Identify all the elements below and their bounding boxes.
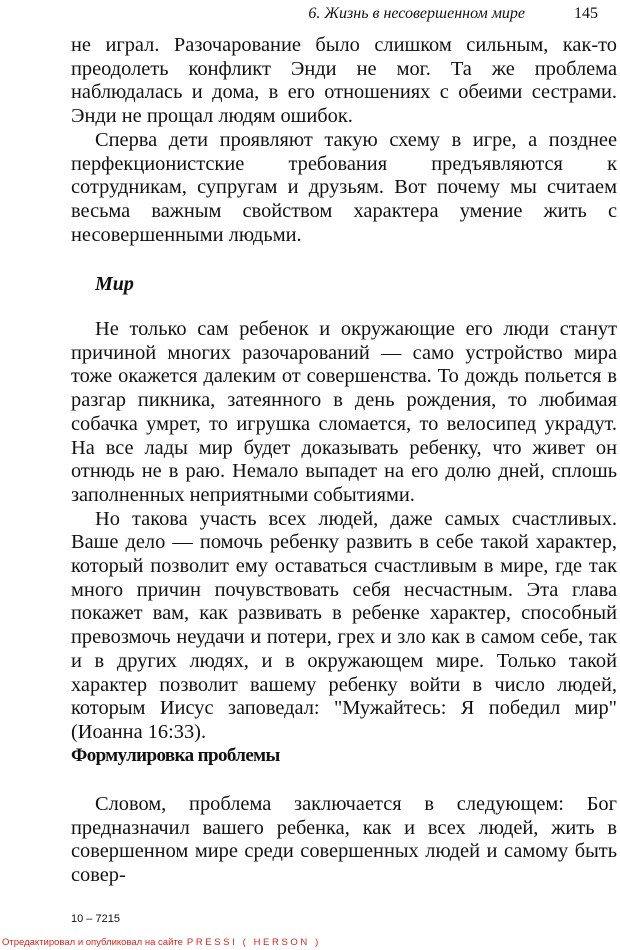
paragraph: не играл. Разочарование было слишком сильным, как-то преодолеть конфликт Энди не мог. Та же проблема наблюдалась и дома, в его отношениях с обеими сестрами. Энди не прощал людям ошибок.	[71, 34, 617, 128]
watermark-text: Отредактировал и опубликовал на сайте	[2, 937, 183, 948]
paragraph: Словом, проблема заключается в следующем: Бог предназначил вашего ребенка, как и всех людей, жить в совершенном мире среди совершенных людей и самому быть совер-	[71, 793, 617, 887]
section-heading-world: Мир	[95, 273, 134, 295]
watermark	[2, 937, 321, 948]
paragraph: Сперва дети проявляют такую схему в игре, а позднее перфекционистские требования предъявляются к сотрудникам, супругам и друзьям. Вот почему мы считаем весьма важным свойством характера умение жить с несовершенными людьми.	[71, 128, 617, 246]
text-block-world	[71, 318, 617, 745]
running-header	[0, 4, 620, 26]
printer-signature: 10 – 7215	[71, 913, 120, 925]
section-heading-problem: Формулировка проблемы	[71, 745, 280, 766]
paragraph: Не только сам ребенок и окружающие его люди станут причиной многих разочарований — само устройство мира тоже окажется далеким от совершенства. То дождь польется в разгар пикника, затеянного в день рождения, то любимая собачка умрет, то игрушка сломается, то велосипед украдут. На все лады мир будет доказывать ребенку, что живет он отнюдь не в раю. Немало выпадет на его долю дней, сплошь заполненных неприятными событиями.	[71, 318, 617, 506]
watermark-site: PRESSI ( HERSON )	[186, 937, 321, 948]
paragraph: Но такова участь всех людей, даже самых счастливых. Ваше дело — помочь ребенку развить в себе такой характер, который позволит ему оставаться счастливым в мире, где так много причин почувствовать себя несчастным. Эта глава покажет вам, как развивать в ребенке характер, способный превозмочь неудачи и потери, грех и зло как в самом себе, так и в других людях, и в окружающем мире. Только такой характер позволит вашему ребенку войти в число людей, которым Иисус заповедал: "Мужайтесь: Я победил мир" (Иоанна 16:33).	[71, 507, 617, 743]
running-title: 6. Жизнь в несовершенном мире	[308, 5, 525, 22]
text-block-intro	[71, 34, 617, 247]
text-block-problem	[71, 793, 617, 888]
page-number: 145	[574, 5, 598, 22]
